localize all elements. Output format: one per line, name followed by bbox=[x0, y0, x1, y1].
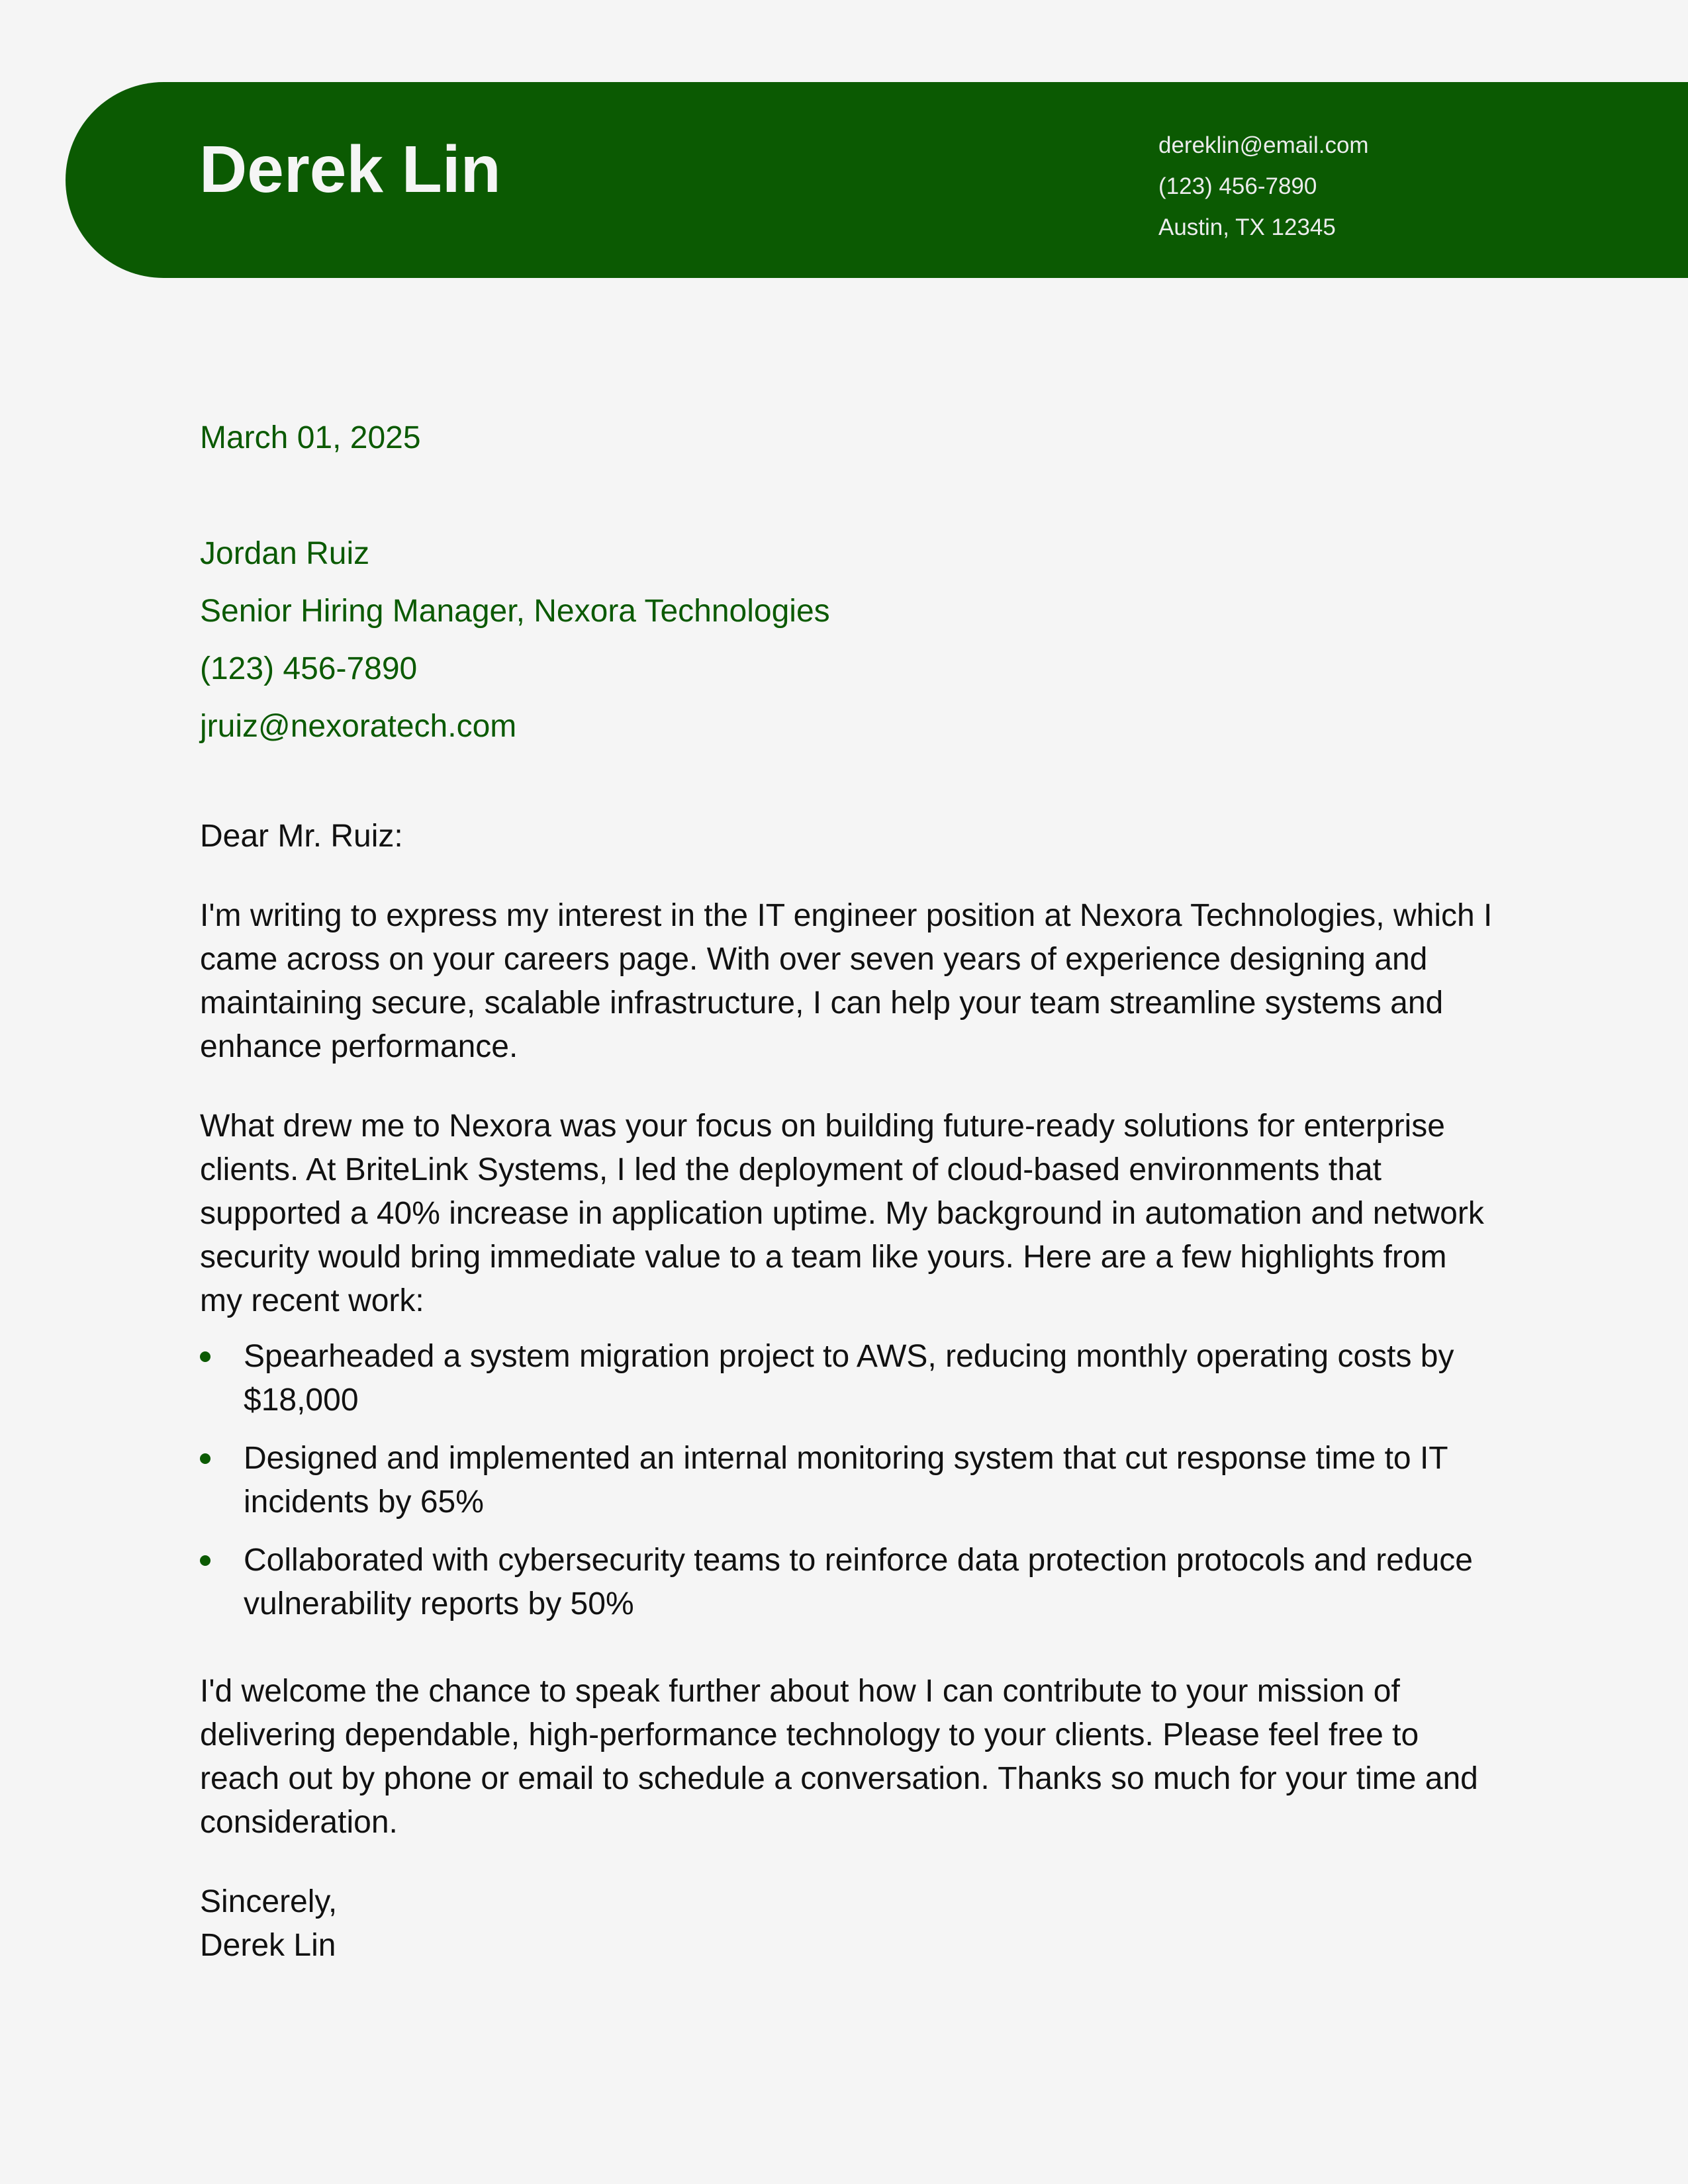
highlight-text: Designed and implemented an internal monitoring system that cut response time to IT incidents by 65% bbox=[244, 1441, 1448, 1520]
header-banner bbox=[66, 82, 1688, 278]
sign-off: Sincerely, bbox=[200, 1884, 338, 1919]
recipient-title: Senior Hiring Manager, Nexora Technologies bbox=[200, 594, 830, 629]
highlight-text: Spearheaded a system migration project to AWS, reducing monthly operating costs by $18,000 bbox=[244, 1339, 1454, 1418]
highlight-item bbox=[200, 1539, 1497, 1626]
sender-email: dereklin@email.com bbox=[1158, 132, 1369, 158]
sender-phone: (123) 456-7890 bbox=[1158, 173, 1317, 199]
bullet-icon bbox=[200, 1351, 211, 1362]
signature-name: Derek Lin bbox=[200, 1928, 336, 1963]
highlight-item bbox=[200, 1335, 1497, 1422]
recipient-email: jruiz@nexoratech.com bbox=[200, 709, 517, 744]
recipient-phone: (123) 456-7890 bbox=[200, 651, 418, 686]
recipient-block bbox=[200, 525, 830, 755]
letter-date: March 01, 2025 bbox=[200, 420, 421, 455]
bullet-icon bbox=[200, 1555, 211, 1566]
sender-location: Austin, TX 12345 bbox=[1158, 214, 1336, 240]
sender-name: Derek Lin bbox=[199, 132, 501, 206]
body-paragraph-experience: What drew me to Nexora was your focus on building future-ready solutions for enterprise clients. At BriteLink Systems, I led the deployment of cloud-based environments that supported a 40% increase in application uptime. My background in automation and network security would bring immediate value to a team like yours. Here are a few highlights from my recent work: bbox=[200, 1109, 1484, 1318]
highlights-list bbox=[200, 1335, 1497, 1626]
sign-off-block bbox=[200, 1880, 1497, 1968]
recipient-name: Jordan Ruiz bbox=[200, 536, 370, 571]
bullet-icon bbox=[200, 1453, 211, 1464]
highlight-text: Collaborated with cybersecurity teams to reinforce data protection protocols and reduce vulnerability reports by 50% bbox=[244, 1543, 1473, 1621]
body-paragraph-closing: I'd welcome the chance to speak further about how I can contribute to your mission of delivering dependable, high-performance technology to your clients. Please feel free to reach out by phone or email to schedule a conversation. Thanks so much for your time and consideration. bbox=[200, 1674, 1478, 1840]
highlight-item bbox=[200, 1437, 1497, 1524]
letter-body bbox=[200, 815, 1497, 1968]
salutation: Dear Mr. Ruiz: bbox=[200, 819, 403, 854]
sender-contact-info bbox=[1158, 125, 1369, 248]
body-paragraph-intro: I'm writing to express my interest in the IT engineer position at Nexora Technologies, which I came across on your careers page. With over seven years of experience designing and maintaining secure, scalable infrastructure, I can help your team streamline systems and enhance performance. bbox=[200, 898, 1493, 1064]
